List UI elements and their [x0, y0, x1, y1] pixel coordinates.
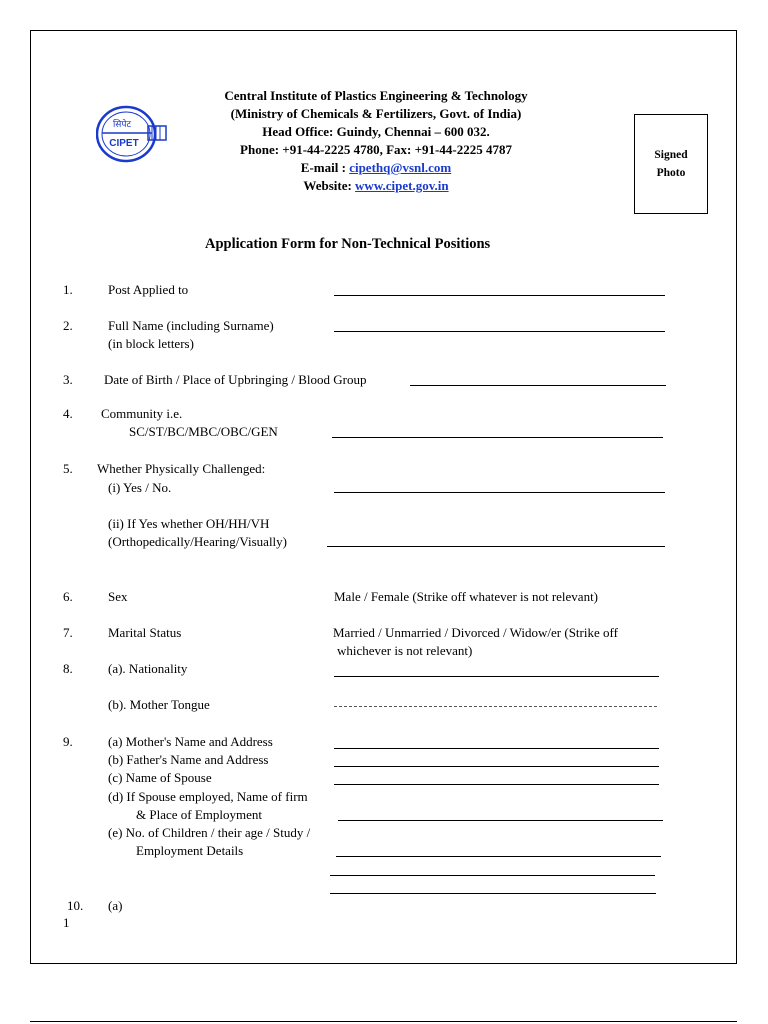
item-9-number: 9.: [63, 734, 73, 749]
item-2-label: Full Name (including Surname): [108, 318, 274, 333]
website-link[interactable]: www.cipet.gov.in: [355, 178, 449, 193]
item-1-number: 1.: [63, 282, 73, 297]
item-1-label: Post Applied to: [108, 282, 189, 297]
children-details-field-1[interactable]: [336, 856, 661, 857]
item-8a-label: (a). Nationality: [108, 661, 188, 676]
item-2-sublabel: (in block letters): [108, 336, 194, 351]
item-9d-label-line1: (d) If Spouse employed, Name of firm: [108, 789, 308, 804]
item-6-number: 6.: [63, 589, 73, 604]
item-7-number: 7.: [63, 625, 73, 640]
mother-name-field[interactable]: [334, 748, 659, 749]
sex-options[interactable]: Male / Female (Strike off whatever is not relevant): [334, 589, 599, 604]
item-3-number: 3.: [63, 372, 73, 387]
photo-box-line1: Signed: [654, 149, 688, 161]
nationality-field[interactable]: [334, 676, 659, 677]
marital-options-line1[interactable]: Married / Unmarried / Divorced / Widow/er (Strike off: [333, 625, 618, 640]
community-field[interactable]: [332, 437, 663, 438]
item-5-label: Whether Physically Challenged:: [97, 461, 266, 476]
item-4-sublabel: SC/ST/BC/MBC/OBC/GEN: [129, 424, 278, 439]
item-8-number: 8.: [63, 661, 73, 676]
page-number: 1: [63, 915, 70, 930]
item-5-sub2: (ii) If Yes whether OH/HH/VH: [108, 516, 270, 531]
ministry-line: (Ministry of Chemicals & Fertilizers, Govt. of India): [230, 106, 522, 121]
item-10-number: 10.: [67, 898, 84, 913]
item-5-sub1: (i) Yes / No.: [108, 480, 172, 495]
item-9b-label: (b) Father's Name and Address: [108, 752, 269, 767]
post-applied-field[interactable]: [334, 295, 665, 296]
photo-box-line2: Photo: [656, 167, 686, 179]
item-5-number: 5.: [63, 461, 73, 476]
dob-field[interactable]: [410, 385, 666, 386]
item-9a-label: (a) Mother's Name and Address: [108, 734, 273, 749]
website-line: [190, 177, 562, 195]
logo-text: CIPET: [109, 138, 139, 149]
children-details-field-3[interactable]: [330, 893, 656, 894]
item-9e-label-line2: Employment Details: [136, 843, 244, 858]
website-label: Website:: [303, 178, 356, 193]
footer-divider: [30, 1021, 737, 1022]
item-7-label: Marital Status: [108, 625, 182, 640]
signed-photo-box: [634, 114, 708, 214]
marital-options-line2: whichever is not relevant): [337, 643, 473, 658]
form-title: Application Form for Non-Technical Positions: [205, 236, 491, 252]
children-details-field-2[interactable]: [330, 875, 655, 876]
item-9e-label-line1: (e) No. of Children / their age / Study /: [108, 825, 311, 840]
physically-challenged-field[interactable]: [334, 492, 665, 493]
logo-hindi-text: सिपेट: [112, 120, 132, 130]
email-line: [190, 159, 562, 177]
disability-type-field[interactable]: [327, 546, 665, 547]
email-link[interactable]: cipethq@vsnl.com: [349, 160, 452, 175]
father-name-field[interactable]: [334, 766, 659, 767]
item-2-number: 2.: [63, 318, 73, 333]
item-3-label: Date of Birth / Place of Upbringing / Blood Group: [104, 372, 367, 387]
spouse-employment-field[interactable]: [338, 820, 663, 821]
institute-name: Central Institute of Plastics Engineering & Technology: [224, 88, 528, 103]
full-name-field[interactable]: [334, 331, 665, 332]
item-8b-label: (b). Mother Tongue: [108, 697, 210, 712]
spouse-name-field[interactable]: [334, 784, 659, 785]
item-9c-label: (c) Name of Spouse: [108, 770, 212, 785]
email-label: E-mail :: [300, 160, 350, 175]
item-4-number: 4.: [63, 406, 73, 421]
cipet-logo: [96, 104, 170, 164]
item-6-label: Sex: [108, 589, 128, 604]
item-4-label: Community i.e.: [101, 406, 183, 421]
item-9d-label-line2: & Place of Employment: [136, 807, 263, 822]
phone-fax-line: Phone: +91-44-2225 4780, Fax: +91-44-2225 4787: [240, 142, 512, 157]
item-5-sub3: (Orthopedically/Hearing/Visually): [108, 534, 287, 549]
head-office-line: Head Office: Guindy, Chennai – 600 032.: [262, 124, 490, 139]
mother-tongue-field[interactable]: [334, 706, 657, 707]
item-10a-label: (a): [108, 898, 123, 913]
